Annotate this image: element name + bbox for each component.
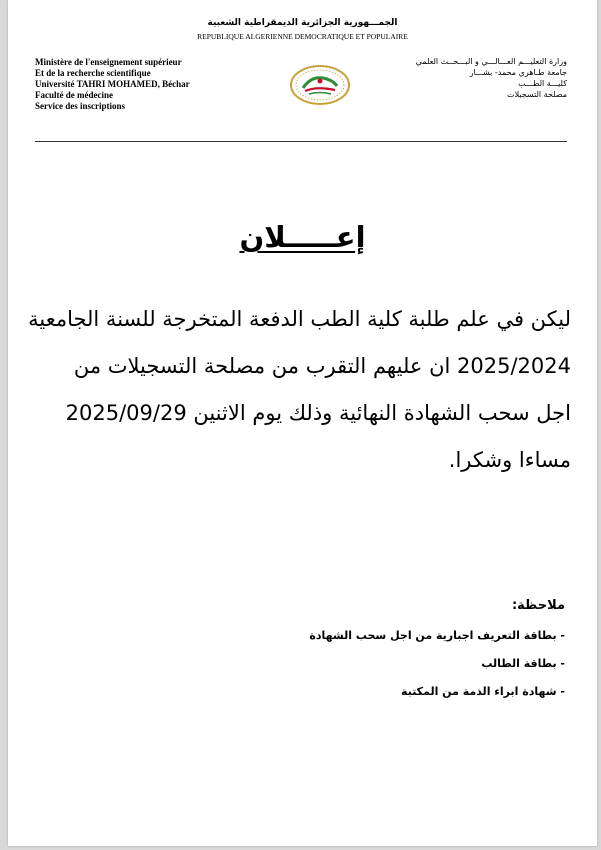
note-section <box>165 598 565 713</box>
header-left-institution <box>35 57 190 112</box>
header-arabic-republic: الجمـــهورية الجزائرية الديمقراطية الشعبية <box>207 18 398 28</box>
left-line-ministry: Ministère de l'enseignement supérieur <box>35 57 182 67</box>
note-item: - بطاقة الطالب <box>481 657 565 670</box>
note-title: ملاحظة: <box>511 598 565 613</box>
left-line-research: Et de la recherche scientifique <box>35 68 151 78</box>
document-page <box>8 0 597 846</box>
right-line-ministry: وزارة التعليـــم العـــالـــي و البـــحــث العلمي <box>415 57 567 66</box>
left-line-service: Service des inscriptions <box>35 101 125 111</box>
left-line-faculty: Faculté de médecine <box>35 90 113 100</box>
right-line-service: مصلحة التسجيلات <box>507 90 567 99</box>
announcement-body <box>28 296 571 484</box>
announcement-title: إعـــــلان <box>239 220 366 254</box>
header-right-institution <box>367 56 567 100</box>
announcement-line: مساءا وشكرا. <box>448 448 571 472</box>
note-item: - شهادة ابراء الذمة من المكتبة <box>401 685 565 698</box>
announcement-line: 2025/2024 ان عليهم التقرب من مصلحة التسجيلات من <box>73 354 571 378</box>
header-french-republic: REPUBLIQUE ALGERIENNE DEMOCRATIQUE ET POPULAIRE <box>197 32 408 41</box>
note-item: - بطاقة التعريف اجبارية من اجل سحب الشهادة <box>309 629 565 642</box>
announcement-line: ليكن في علم طلبة كلية الطب الدفعة المتخرجة للسنة الجامعية <box>28 307 571 331</box>
header-divider <box>35 141 567 142</box>
right-line-university: جامعة طـاهري محمد- بشـــار <box>469 68 567 77</box>
announcement-line: اجل سحب الشهادة النهائية وذلك يوم الاثنين 2025/09/29 <box>65 401 571 425</box>
note-list <box>165 629 565 713</box>
right-line-faculty: كليـــة الطـــب <box>518 79 567 88</box>
university-seal-icon <box>289 64 351 106</box>
left-line-university: Université TAHRI MOHAMED, Béchar <box>35 79 190 89</box>
